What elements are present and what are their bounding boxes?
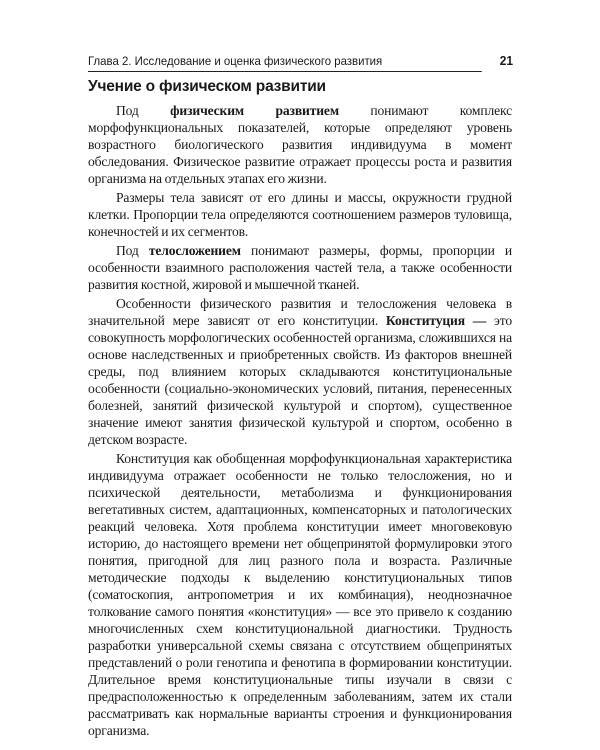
running-header xyxy=(88,46,514,72)
paragraph-text: понимают комплекс морфофункциональных показателей, которые определяют уровень возрастного биологического развития индивидуума в момент обследования. Физическое развитие отражает процессы роста и развития организма на отдельных этапах его жизни. xyxy=(88,103,512,186)
term-body-build: телосложением xyxy=(148,243,241,258)
paragraph-5 xyxy=(88,450,512,739)
paragraph-text: понимают размеры, формы, пропорции и особенности взаимного расположения частей тела, а также особенности развития костной, жировой и мышечной тканей. xyxy=(88,243,512,292)
page-body xyxy=(88,78,512,741)
paragraph-text: Под xyxy=(116,243,149,258)
paragraph-3 xyxy=(88,242,512,293)
paragraph-4 xyxy=(88,295,512,448)
paragraph-text: Под xyxy=(116,103,171,118)
term-constitution: Конституция — xyxy=(385,313,487,328)
paragraph-1 xyxy=(88,102,512,187)
paragraph-text: Размеры тела зависят от его длины и массы, окружности грудной клетки. Пропорции тела определяются соотношением размеров туловища, конечностей и их сегментов. xyxy=(88,190,512,239)
term-physical-development: физическим развитием xyxy=(170,103,339,118)
paragraph-text: это совокупность морфологических особенностей организма, сложившихся на основе наследственных и приобретенных свойств. Из факторов внешней среды, под влиянием которых складываются конституциональные особенности (социально-экономических условий, питания, перенесенных болезней, занятий физической культурой и спортом), существенное значение имеют занятия физической культурой и спортом, особенно в детском возрасте. xyxy=(88,313,512,447)
paragraph-2 xyxy=(88,189,512,240)
paragraph-text: Особенности физического развития и телосложения человека в значительной мере зависят от его конституции. xyxy=(88,296,512,328)
chapter-title: Глава 2. Исследование и оценка физического развития xyxy=(88,54,383,68)
section-title: Учение о физическом развитии xyxy=(88,78,326,95)
page-number: 21 xyxy=(499,53,514,68)
paragraph-text: Конституция как обобщенная морфофункциональная характеристика индивидуума отражает особенности не только телосложения, но и психической деятельности, метаболизма и функционирования вегетативных систем, адаптационных, компенсаторных и патологических реакций человека. Хотя проблема конституции имеет многовековую историю, до настоящего времени нет общепринятой формулировки этого понятия, пригодной для лиц разного пола и возраста. Различные методические подходы к выделению конституциональных типов (соматоскопия, антропометрия и их комбинация), неоднозначное толкование самого понятия «конституция» — все это привело к созданию многочисленных схем конституциональной диагностики. Трудность разработки универсальной схемы связана с отсутствием общепринятых представлений о роли генотипа и фенотипа в формировании конституции. Длительное время конституциональные типы изучали в связи с предрасположенностью к определенным заболеваниям, затем их стали рассматривать как нормальные варианты строения и функционирования организма. xyxy=(88,451,512,738)
